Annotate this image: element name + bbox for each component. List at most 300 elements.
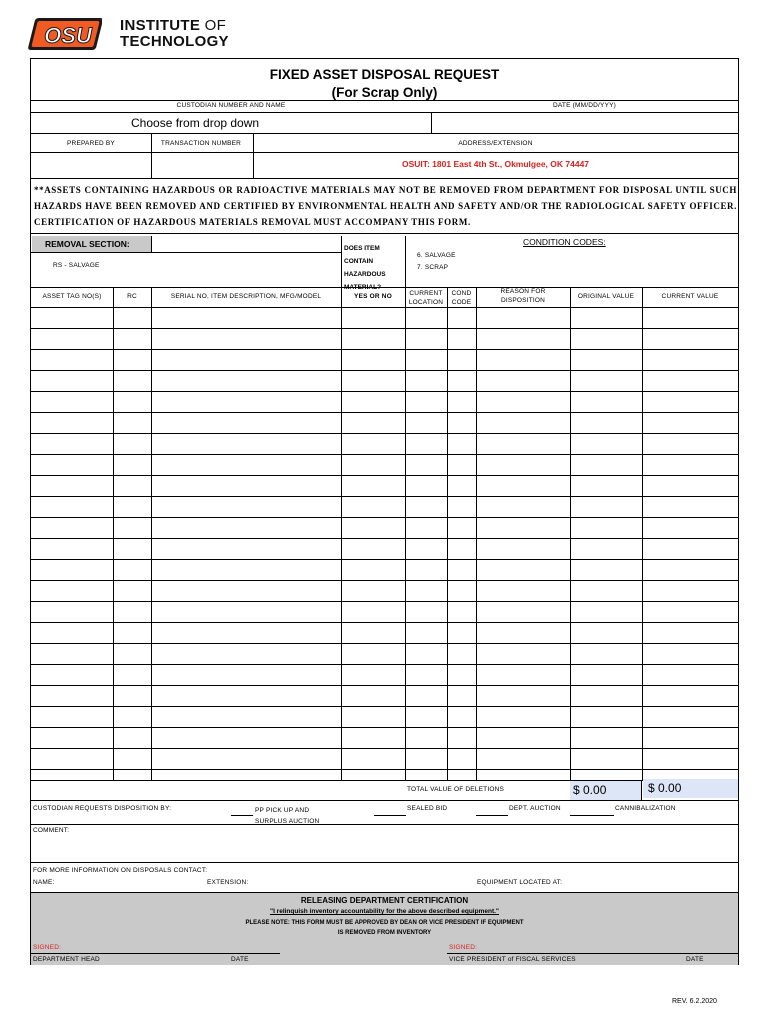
table-cell-cond-code[interactable] (448, 686, 476, 706)
table-cell-current-value[interactable] (643, 539, 738, 559)
col-rc: RC (127, 293, 137, 300)
vp-signature[interactable] (448, 939, 688, 953)
table-cell-location[interactable] (406, 602, 447, 622)
table-cell-cond-code[interactable] (448, 308, 476, 328)
table-cell-serial[interactable] (152, 350, 341, 370)
table-cell-rc[interactable] (114, 476, 151, 496)
table-cell-location[interactable] (406, 434, 447, 454)
col-reason-2: DISPOSITION (500, 297, 546, 304)
table-cell-asset-tag[interactable] (32, 644, 113, 664)
table-cell-location[interactable] (406, 392, 447, 412)
table-cell-serial[interactable] (152, 707, 341, 727)
table-cell-current-value[interactable] (643, 308, 738, 328)
table-cell-current-value[interactable] (643, 686, 738, 706)
disposition-label: CUSTODIAN REQUESTS DISPOSITION BY: (33, 805, 172, 812)
table-cell-original-value[interactable] (571, 413, 642, 433)
table-row (31, 454, 738, 475)
table-cell-rc[interactable] (114, 329, 151, 349)
table-cell-current-value[interactable] (643, 581, 738, 601)
table-cell-reason[interactable] (477, 476, 570, 496)
table-cell-serial[interactable] (152, 539, 341, 559)
table-row (31, 622, 738, 643)
col-current-value: CURRENT VALUE (661, 293, 719, 300)
table-cell-asset-tag[interactable] (32, 539, 113, 559)
table-cell-original-value[interactable] (571, 749, 642, 769)
table-cell-hazard[interactable] (342, 581, 405, 601)
table-cell-location[interactable] (406, 329, 447, 349)
table-cell-serial[interactable] (152, 497, 341, 517)
equipment-located-label: EQUIPMENT LOCATED AT: (477, 879, 563, 886)
table-cell-rc[interactable] (114, 686, 151, 706)
table-cell-serial[interactable] (152, 602, 341, 622)
table-cell-original-value[interactable] (571, 686, 642, 706)
table-cell-rc[interactable] (114, 644, 151, 664)
table-cell-cond-code[interactable] (448, 749, 476, 769)
comment-label: COMMENT: (33, 827, 70, 834)
table-cell-cond-code[interactable] (448, 371, 476, 391)
table-cell-hazard[interactable] (342, 686, 405, 706)
col-current-location-2: LOCATION (408, 299, 444, 306)
transaction-label: TRANSACTION NUMBER (160, 140, 242, 147)
table-cell-serial[interactable] (152, 665, 341, 685)
table-cell-rc[interactable] (114, 539, 151, 559)
table-cell-hazard[interactable] (342, 644, 405, 664)
table-cell-asset-tag[interactable] (32, 581, 113, 601)
table-cell-location[interactable] (406, 413, 447, 433)
table-cell-asset-tag[interactable] (32, 665, 113, 685)
original-total-box (570, 781, 642, 800)
pickup-option-2: SURPLUS AUCTION (255, 818, 320, 825)
col-cond-code-1: COND (451, 290, 472, 297)
table-row (31, 727, 738, 748)
code-7-scrap: 7. SCRAP (417, 264, 449, 271)
table-cell-location[interactable] (406, 749, 447, 769)
table-cell-serial[interactable] (152, 455, 341, 475)
prepared-by-label: PREPARED BY (67, 140, 115, 147)
table-cell-hazard[interactable] (342, 392, 405, 412)
table-cell-original-value[interactable] (571, 623, 642, 643)
table-cell-cond-code[interactable] (448, 413, 476, 433)
table-cell-hazard[interactable] (342, 665, 405, 685)
table-cell-rc[interactable] (114, 392, 151, 412)
certification-statement: "I relinquish inventory accountability for the above described equipment." (269, 908, 499, 915)
table-cell-original-value[interactable] (571, 539, 642, 559)
transaction-number-field[interactable] (152, 153, 252, 177)
table-cell-reason[interactable] (477, 602, 570, 622)
extension-label: EXTENSION: (207, 879, 249, 886)
table-cell-asset-tag[interactable] (32, 749, 113, 769)
table-row (31, 475, 738, 496)
table-cell-asset-tag[interactable] (32, 560, 113, 580)
table-cell-hazard[interactable] (342, 308, 405, 328)
certification-note-2: IS REMOVED FROM INVENTORY (337, 930, 432, 936)
table-cell-asset-tag[interactable] (32, 476, 113, 496)
table-cell-rc[interactable] (114, 455, 151, 475)
table-cell-current-value[interactable] (643, 350, 738, 370)
vp-fiscal-label: VICE PRESIDENT of FISCAL SERVICES (449, 956, 576, 963)
comment-field[interactable] (32, 825, 737, 862)
hazard-q1: DOES ITEM (344, 245, 380, 252)
table-cell-rc[interactable] (114, 728, 151, 748)
table-cell-asset-tag[interactable] (32, 728, 113, 748)
table-cell-rc[interactable] (114, 434, 151, 454)
table-column-divider (151, 287, 152, 780)
cannibalization-option[interactable]: CANNIBALIZATION (615, 805, 676, 812)
prepared-by-field[interactable] (32, 153, 150, 177)
table-cell-current-value[interactable] (643, 476, 738, 496)
table-cell-hazard[interactable] (342, 728, 405, 748)
original-total: $ 0.00 (573, 783, 607, 797)
table-cell-serial[interactable] (152, 308, 341, 328)
table-cell-asset-tag[interactable] (32, 434, 113, 454)
table-cell-current-value[interactable] (643, 623, 738, 643)
osu-logo-text: OSU (44, 23, 92, 48)
table-cell-original-value[interactable] (571, 602, 642, 622)
table-cell-reason[interactable] (477, 623, 570, 643)
table-column-divider (113, 287, 114, 780)
table-cell-hazard[interactable] (342, 413, 405, 433)
table-cell-current-value[interactable] (643, 455, 738, 475)
address-label: ADDRESS/EXTENSION (458, 140, 533, 147)
table-cell-current-value[interactable] (643, 518, 738, 538)
custodian-label: CUSTODIAN NUMBER AND NAME (176, 102, 286, 109)
table-cell-reason[interactable] (477, 392, 570, 412)
table-cell-reason[interactable] (477, 644, 570, 664)
table-row (31, 412, 738, 433)
table-cell-asset-tag[interactable] (32, 413, 113, 433)
table-cell-location[interactable] (406, 644, 447, 664)
table-cell-location[interactable] (406, 539, 447, 559)
table-cell-reason[interactable] (477, 728, 570, 748)
table-cell-current-value[interactable] (643, 749, 738, 769)
table-cell-rc[interactable] (114, 581, 151, 601)
table-cell-cond-code[interactable] (448, 560, 476, 580)
table-cell-original-value[interactable] (571, 476, 642, 496)
signed-left-label: SIGNED: (33, 944, 62, 951)
table-cell-hazard[interactable] (342, 350, 405, 370)
table-cell-reason[interactable] (477, 686, 570, 706)
signed-right-label: SIGNED: (449, 944, 478, 951)
table-cell-cond-code[interactable] (448, 455, 476, 475)
col-current-location-1: CURRENT (409, 290, 443, 297)
table-cell-current-value[interactable] (643, 371, 738, 391)
table-cell-cond-code[interactable] (448, 350, 476, 370)
table-row (31, 370, 738, 391)
table-cell-original-value[interactable] (571, 518, 642, 538)
table-cell-original-value[interactable] (571, 371, 642, 391)
table-cell-location[interactable] (406, 581, 447, 601)
col-current-location (405, 289, 447, 307)
table-cell-location[interactable] (406, 728, 447, 748)
table-cell-location[interactable] (406, 350, 447, 370)
table-cell-serial[interactable] (152, 581, 341, 601)
table-cell-rc[interactable] (114, 623, 151, 643)
table-row (31, 307, 738, 328)
table-cell-current-value[interactable] (643, 497, 738, 517)
date-left-label: DATE (231, 956, 249, 963)
table-row (31, 685, 738, 706)
total-label: TOTAL VALUE OF DELETIONS (407, 786, 505, 793)
disposal-form (30, 58, 739, 965)
table-cell-current-value[interactable] (643, 413, 738, 433)
table-cell-location[interactable] (406, 497, 447, 517)
col-original-value: ORIGINAL VALUE (577, 293, 635, 300)
table-cell-hazard[interactable] (342, 539, 405, 559)
table-cell-current-value[interactable] (643, 707, 738, 727)
table-cell-hazard[interactable] (342, 455, 405, 475)
pickup-option-1: PP PICK UP AND (255, 807, 310, 814)
table-cell-cond-code[interactable] (448, 497, 476, 517)
certification-note-1: PLEASE NOTE: THIS FORM MUST BE APPROVED BY DEAN OR VICE PRESIDENT IF EQUIPMENT (245, 920, 524, 926)
col-yes-no: YES OR NO (354, 293, 392, 300)
table-row (31, 643, 738, 664)
table-cell-cond-code[interactable] (448, 728, 476, 748)
table-cell-rc[interactable] (114, 665, 151, 685)
table-cell-location[interactable] (406, 623, 447, 643)
table-row (31, 580, 738, 601)
table-cell-hazard[interactable] (342, 476, 405, 496)
hazard-warning: **ASSETS CONTAINING HAZARDOUS OR RADIOACTIVE MATERIALS MAY NOT BE REMOVED FROM DEPARTMENT FOR DISPOSAL UNTIL SUCH HAZARDS HAVE BEEN REMOVED AND CERTIFIED BY ENVIRONMENTAL HEALTH AND SAFETY AND/OR THE RADIOLOGICAL SAFETY OFFICER. CERTIFICATION OF HAZARDOUS MATERIALS REMOVAL MUST ACCOMPANY THIS FORM. (34, 185, 737, 227)
table-cell-serial[interactable] (152, 371, 341, 391)
table-column-divider (476, 287, 477, 780)
table-cell-rc[interactable] (114, 308, 151, 328)
table-cell-cond-code[interactable] (448, 707, 476, 727)
code-6-salvage: 6. SALVAGE (417, 252, 456, 259)
rs-salvage-label: RS - SALVAGE (53, 262, 100, 269)
table-cell-reason[interactable] (477, 539, 570, 559)
col-cond-code (447, 289, 476, 307)
table-cell-rc[interactable] (114, 749, 151, 769)
table-cell-hazard[interactable] (342, 518, 405, 538)
table-cell-reason[interactable] (477, 329, 570, 349)
table-cell-serial[interactable] (152, 434, 341, 454)
institute-logo-text (120, 18, 229, 50)
table-cell-reason[interactable] (477, 455, 570, 475)
address-value: OSUIT: 1801 East 4th St., Okmulgee, OK 74447 (401, 159, 590, 169)
name-label: NAME: (33, 879, 55, 886)
table-cell-asset-tag[interactable] (32, 455, 113, 475)
table-cell-location[interactable] (406, 476, 447, 496)
table-cell-rc[interactable] (114, 350, 151, 370)
table-cell-cond-code[interactable] (448, 329, 476, 349)
form-subtitle: (For Scrap Only) (331, 85, 438, 100)
custodian-dropdown[interactable]: Choose from drop down (131, 116, 260, 130)
table-cell-original-value[interactable] (571, 455, 642, 475)
table-cell-serial[interactable] (152, 518, 341, 538)
table-cell-reason[interactable] (477, 581, 570, 601)
table-row (31, 559, 738, 580)
table-cell-cond-code[interactable] (448, 602, 476, 622)
department-head-signature[interactable] (32, 939, 280, 953)
table-cell-asset-tag[interactable] (32, 371, 113, 391)
table-cell-original-value[interactable] (571, 434, 642, 454)
date-field[interactable] (432, 113, 738, 132)
table-cell-rc[interactable] (114, 371, 151, 391)
table-row (31, 496, 738, 517)
table-cell-serial[interactable] (152, 623, 341, 643)
table-cell-cond-code[interactable] (448, 539, 476, 559)
hazard-q2: CONTAIN (344, 258, 374, 265)
table-cell-cond-code[interactable] (448, 644, 476, 664)
table-row (31, 391, 738, 412)
table-row (31, 748, 738, 769)
table-cell-original-value[interactable] (571, 707, 642, 727)
table-cell-original-value[interactable] (571, 728, 642, 748)
table-cell-reason[interactable] (477, 707, 570, 727)
table-cell-cond-code[interactable] (448, 392, 476, 412)
table-cell-asset-tag[interactable] (32, 707, 113, 727)
hazard-q4: MATERIAL? (344, 284, 382, 291)
table-cell-cond-code[interactable] (448, 581, 476, 601)
column-headers (31, 287, 738, 307)
table-cell-cond-code[interactable] (448, 518, 476, 538)
table-cell-serial[interactable] (152, 413, 341, 433)
table-cell-hazard[interactable] (342, 602, 405, 622)
table-cell-original-value[interactable] (571, 392, 642, 412)
table-cell-serial[interactable] (152, 392, 341, 412)
table-column-divider (341, 287, 342, 780)
table-cell-cond-code[interactable] (448, 476, 476, 496)
table-column-divider (447, 287, 448, 780)
table-cell-reason[interactable] (477, 434, 570, 454)
col-reason-1: REASON FOR (500, 288, 546, 295)
table-cell-asset-tag[interactable] (32, 623, 113, 643)
table-cell-original-value[interactable] (571, 581, 642, 601)
date-right-label: DATE (686, 956, 704, 963)
hazard-q3: HAZARDOUS (344, 271, 386, 278)
table-row (31, 538, 738, 559)
table-cell-hazard[interactable] (342, 749, 405, 769)
removal-section-label: REMOVAL SECTION: (45, 239, 130, 249)
table-cell-reason[interactable] (477, 497, 570, 517)
table-column-divider (405, 287, 406, 780)
table-cell-reason[interactable] (477, 665, 570, 685)
table-cell-original-value[interactable] (571, 497, 642, 517)
table-cell-current-value[interactable] (643, 434, 738, 454)
table-cell-reason[interactable] (477, 413, 570, 433)
table-cell-location[interactable] (406, 560, 447, 580)
table-cell-location[interactable] (406, 665, 447, 685)
certification-title: RELEASING DEPARTMENT CERTIFICATION (300, 896, 469, 905)
table-row (31, 349, 738, 370)
col-cond-code-2: CODE (451, 299, 472, 306)
table-cell-cond-code[interactable] (448, 665, 476, 685)
table-cell-rc[interactable] (114, 707, 151, 727)
table-cell-original-value[interactable] (571, 350, 642, 370)
table-cell-hazard[interactable] (342, 623, 405, 643)
table-cell-asset-tag[interactable] (32, 308, 113, 328)
table-cell-hazard[interactable] (342, 707, 405, 727)
table-cell-reason[interactable] (477, 371, 570, 391)
table-cell-rc[interactable] (114, 602, 151, 622)
dept-auction-option[interactable]: DEPT. AUCTION (509, 805, 561, 812)
table-cell-location[interactable] (406, 518, 447, 538)
current-total-box (643, 779, 738, 798)
table-cell-original-value[interactable] (571, 560, 642, 580)
table-cell-hazard[interactable] (342, 497, 405, 517)
osu-logo-mark (28, 16, 102, 52)
table-row (31, 601, 738, 622)
table-cell-original-value[interactable] (571, 308, 642, 328)
table-cell-rc[interactable] (114, 413, 151, 433)
table-row (31, 664, 738, 685)
table-row (31, 517, 738, 538)
table-cell-asset-tag[interactable] (32, 602, 113, 622)
table-cell-location[interactable] (406, 707, 447, 727)
table-cell-current-value[interactable] (643, 392, 738, 412)
table-cell-current-value[interactable] (643, 665, 738, 685)
table-cell-hazard[interactable] (342, 371, 405, 391)
table-cell-rc[interactable] (114, 560, 151, 580)
table-cell-serial[interactable] (152, 728, 341, 748)
table-cell-hazard[interactable] (342, 560, 405, 580)
table-cell-reason[interactable] (477, 350, 570, 370)
revision-label: REV. 6.2.2020 (672, 998, 717, 1005)
table-cell-asset-tag[interactable] (32, 350, 113, 370)
logo-line2: TECHNOLOGY (120, 33, 229, 50)
form-title: FIXED ASSET DISPOSAL REQUEST (269, 67, 500, 82)
table-cell-original-value[interactable] (571, 329, 642, 349)
table-cell-serial[interactable] (152, 686, 341, 706)
table-cell-reason[interactable] (477, 560, 570, 580)
table-column-divider (642, 287, 643, 780)
table-cell-asset-tag[interactable] (32, 686, 113, 706)
table-cell-serial[interactable] (152, 560, 341, 580)
date-label: DATE (MM/DD/YYY) (552, 102, 617, 109)
table-cell-location[interactable] (406, 308, 447, 328)
table-cell-cond-code[interactable] (448, 434, 476, 454)
table-row (31, 706, 738, 727)
table-cell-serial[interactable] (152, 749, 341, 769)
table-cell-hazard[interactable] (342, 329, 405, 349)
table-cell-serial[interactable] (152, 329, 341, 349)
col-serial: SERIAL NO, ITEM DESCRIPTION, MFG/MODEL (170, 293, 322, 300)
table-cell-asset-tag[interactable] (32, 329, 113, 349)
condition-codes-label: CONDITION CODES: (523, 237, 606, 247)
table-cell-current-value[interactable] (643, 329, 738, 349)
table-cell-current-value[interactable] (643, 560, 738, 580)
table-cell-rc[interactable] (114, 497, 151, 517)
table-cell-location[interactable] (406, 686, 447, 706)
logo-of: OF (204, 17, 227, 34)
logo-line1: INSTITUTE (120, 17, 201, 34)
table-row (31, 328, 738, 349)
table-row (31, 433, 738, 454)
table-cell-asset-tag[interactable] (32, 392, 113, 412)
table-cell-serial[interactable] (152, 476, 341, 496)
table-cell-location[interactable] (406, 455, 447, 475)
table-cell-asset-tag[interactable] (32, 518, 113, 538)
table-cell-rc[interactable] (114, 518, 151, 538)
table-cell-cond-code[interactable] (448, 623, 476, 643)
table-cell-original-value[interactable] (571, 644, 642, 664)
table-cell-hazard[interactable] (342, 434, 405, 454)
table-cell-current-value[interactable] (643, 644, 738, 664)
asset-table (31, 307, 738, 780)
department-head-label: DEPARTMENT HEAD (33, 956, 100, 963)
table-cell-reason[interactable] (477, 308, 570, 328)
table-cell-serial[interactable] (152, 644, 341, 664)
sealed-bid-option[interactable]: SEALED BID (407, 805, 448, 812)
contact-info-label: FOR MORE INFORMATION ON DISPOSALS CONTACT: (33, 867, 208, 874)
table-cell-reason[interactable] (477, 518, 570, 538)
table-cell-asset-tag[interactable] (32, 497, 113, 517)
table-cell-current-value[interactable] (643, 728, 738, 748)
table-cell-reason[interactable] (477, 749, 570, 769)
table-cell-original-value[interactable] (571, 665, 642, 685)
table-cell-location[interactable] (406, 371, 447, 391)
table-cell-current-value[interactable] (643, 602, 738, 622)
